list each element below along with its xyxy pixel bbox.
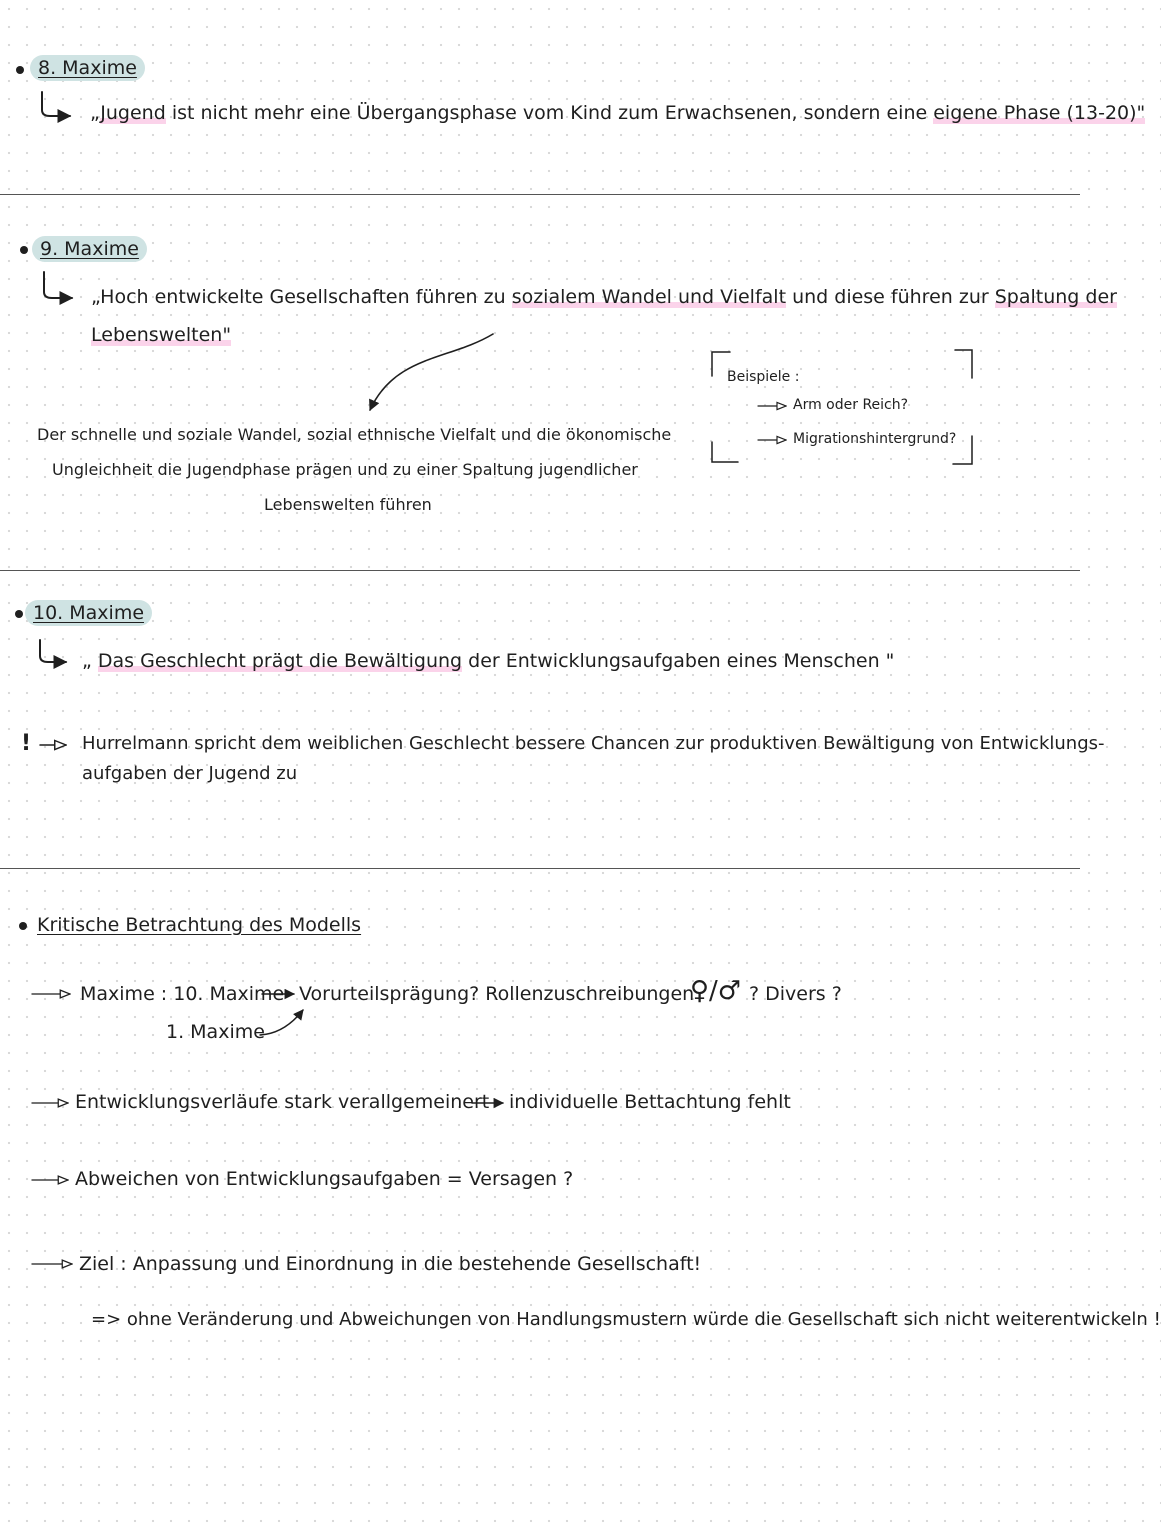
quote-part: der Entwicklungsaufgaben eines Menschen " xyxy=(462,650,895,672)
bracket-icon xyxy=(955,350,972,378)
maxime-9-explanation-3: Lebenswelten führen xyxy=(264,495,432,514)
hook-arrow-icon xyxy=(44,272,72,298)
critique-conclusion: => ohne Veränderung und Abweichungen von Handlungsmustern würde die Gesellschaft sich nicht weiterentwickeln ! xyxy=(91,1309,1161,1330)
critique-line-1a: Maxime : 10. Maxime xyxy=(80,983,285,1005)
quote-highlight: Das Geschlecht prägt die Bewältigung xyxy=(97,650,463,672)
maxime-9-explanation-1: Der schnelle und soziale Wandel, sozial ethnische Vielfalt und die ökonomische xyxy=(37,425,672,444)
maxime-10-note-2: aufgaben der Jugend zu xyxy=(82,763,298,784)
maxime-9-explanation-2: Ungleichheit die Jugendphase prägen und zu einer Spaltung jugendlicher xyxy=(52,460,638,479)
quote-highlight: eigene Phase (13-20)" xyxy=(933,102,1146,124)
exclamation-mark: ! xyxy=(21,731,32,756)
quote-part: und diese führen zur xyxy=(786,286,995,308)
quote-highlight: Jugend xyxy=(100,102,166,124)
hook-arrow-icon xyxy=(42,92,70,116)
hook-arrow-icon xyxy=(40,640,66,662)
critique-line-1-sub: 1. Maxime xyxy=(166,1021,265,1043)
curved-arrow-icon xyxy=(370,334,493,410)
maxime-9-heading: 9. Maxime xyxy=(32,236,147,262)
critique-line-4: Ziel : Anpassung und Einordnung in die bestehende Gesellschaft! xyxy=(79,1253,702,1275)
critique-line-1b: Vorurteilsprägung? Rollenzuschreibungen xyxy=(299,983,695,1005)
quote-part: ist nicht mehr eine Übergangsphase vom Kind zum Erwachsenen, sondern eine xyxy=(165,102,934,124)
quote-part: „ xyxy=(82,650,98,672)
examples-label: Beispiele : xyxy=(727,369,800,385)
critique-line-2a: Entwicklungsverläufe stark verallgemeinert xyxy=(75,1091,490,1113)
critique-line-1c: ? Divers ? xyxy=(749,983,842,1005)
critique-heading: Kritische Betrachtung des Modells xyxy=(37,914,362,936)
bracket-icon xyxy=(712,442,738,462)
bracket-icon xyxy=(953,436,972,464)
example-item: Migrationshintergrund? xyxy=(793,431,957,447)
quote-highlight: sozialem Wandel und Vielfalt xyxy=(511,286,787,308)
example-item: Arm oder Reich? xyxy=(793,397,909,413)
quote-part: „Hoch entwickelte Gesellschaften führen zu xyxy=(91,286,512,308)
critique-line-3: Abweichen von Entwicklungsaufgaben = Versagen ? xyxy=(75,1168,574,1190)
maxime-10-note-1: Hurrelmann spricht dem weiblichen Geschlecht bessere Chancen zur produktiven Bewältigung von Entwicklungs- xyxy=(82,733,1105,754)
curved-arrow-icon xyxy=(260,1010,303,1035)
quote-highlight: Lebenswelten" xyxy=(91,324,232,346)
quote-highlight: Spaltung der xyxy=(994,286,1117,308)
maxime-10-heading: 10. Maxime xyxy=(25,600,152,626)
gender-symbols: ♀/♂ xyxy=(690,976,742,1006)
bracket-icon xyxy=(712,352,730,376)
critique-line-2b: individuelle Bettachtung fehlt xyxy=(509,1091,791,1113)
maxime-8-heading: 8. Maxime xyxy=(30,55,145,81)
quote-part: „ xyxy=(90,102,101,124)
